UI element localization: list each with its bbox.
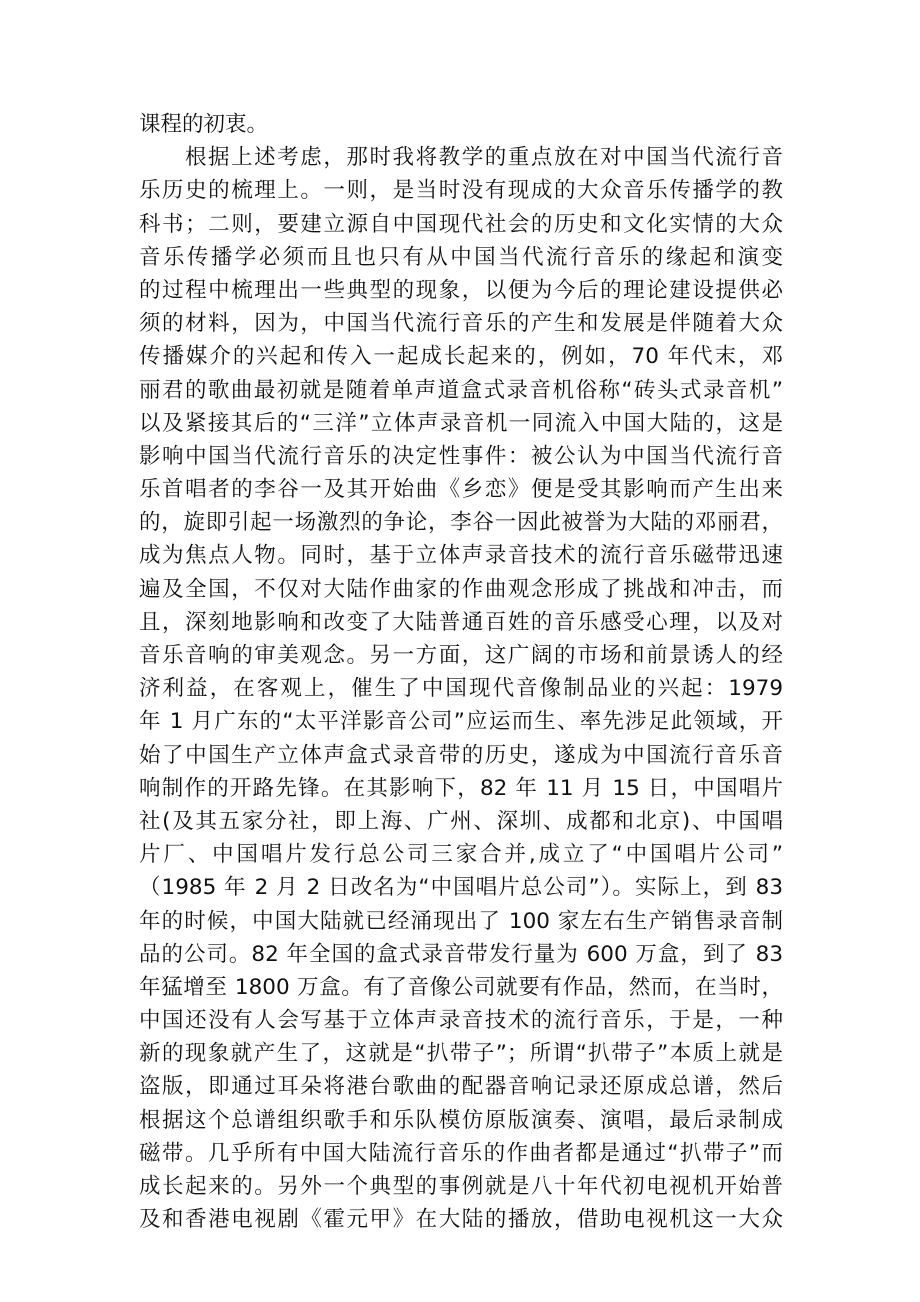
text-line: 济利益，在客观上，催生了中国现代音像制品业的兴起：1979 <box>139 676 783 702</box>
text-line: 成长起来的。另外一个典型的事例就是八十年代初电视机开始普 <box>139 1174 783 1199</box>
text-line: 乐历史的梳理上。一则，是当时没有现成的大众音乐传播学的教 <box>139 178 783 204</box>
text-line: 须的材料，因为，中国当代流行音乐的产生和发展是伴随着大众 <box>139 311 783 337</box>
text-line: 新的现象就产生了，这就是“扒带子”；所谓“扒带子”本质上就是 <box>139 1041 783 1067</box>
text-line: 传播媒介的兴起和传入一起成长起来的，例如，70 年代末，邓 <box>139 344 783 370</box>
text-line: 丽君的歌曲最初就是随着单声道盒式录音机俗称“砖头式录音机” <box>139 377 783 403</box>
paragraph-first-line: 根据上述考虑，那时我将教学的重点放在对中国当代流行音 <box>185 145 783 171</box>
text-line: 成为焦点人物。同时，基于立体声录音技术的流行音乐磁带迅速 <box>139 543 783 569</box>
text-line: 始了中国生产立体声盒式录音带的历史，遂成为中国流行音乐音 <box>139 742 783 768</box>
text-line: 影响中国当代流行音乐的决定性事件：被公认为中国当代流行音 <box>139 443 783 469</box>
text-line: 年的时候，中国大陆就已经涌现出了 100 家左右生产销售录音制 <box>139 908 783 934</box>
text-line: 盗版，即通过耳朵将港台歌曲的配器音响记录还原成总谱，然后 <box>139 1074 783 1100</box>
text-line: （1985 年 2 月 2 日改名为“中国唱片总公司”）。实际上，到 83 <box>139 875 783 901</box>
text-line: 以及紧接其后的“三洋”立体声录音机一同流入中国大陆的，这是 <box>139 410 783 436</box>
text-line: 及和香港电视剧《霍元甲》在大陆的播放，借助电视机这一大众 <box>139 1207 783 1233</box>
text-line: 的过程中梳理出一些典型的现象，以便为今后的理论建设提供必 <box>139 277 783 303</box>
text-line: 品的公司。82 年全国的盒式录音带发行量为 600 万盒，到了 83 <box>139 941 783 967</box>
text-line: 音乐传播学必须而且也只有从中国当代流行音乐的缘起和演变 <box>139 244 783 270</box>
text-line: 遍及全国，不仅对大陆作曲家的作曲观念形成了挑战和冲击，而 <box>139 576 783 602</box>
text-line: 年猛增至 1800 万盒。有了音像公司就要有作品，然而，在当时， <box>139 974 783 1000</box>
text-line: 社(及其五家分社，即上海、广州、深圳、成都和北京)、中国唱 <box>139 808 783 834</box>
text-line: 片厂、中国唱片发行总公司三家合并,成立了“中国唱片公司” <box>139 842 783 868</box>
text-line: 根据这个总谱组织歌手和乐队模仿原版演奏、演唱，最后录制成 <box>139 1107 783 1133</box>
text-line: 音乐音响的审美观念。另一方面，这广阔的市场和前景诱人的经 <box>139 643 783 668</box>
text-line: 的，旋即引起一场激烈的争论，李谷一因此被誉为大陆的邓丽君， <box>139 510 783 536</box>
text-line: 响制作的开路先锋。在其影响下，82 年 11 月 15 日，中国唱片 <box>139 775 783 801</box>
text-line: 课程的初衷。 <box>139 112 269 137</box>
text-line: 中国还没有人会写基于立体声录音技术的流行音乐，于是，一种 <box>139 1008 783 1034</box>
body-text <box>139 108 783 1236</box>
text-line: 且，深刻地影响和改变了大陆普通百姓的音乐感受心理，以及对 <box>139 609 783 635</box>
text-line: 年 1 月广东的“太平洋影音公司”应运而生、率先涉足此领域，开 <box>139 709 783 735</box>
text-line: 磁带。几乎所有中国大陆流行音乐的作曲者都是通过“扒带子”而 <box>139 1140 783 1166</box>
text-line: 科书；二则，要建立源自中国现代社会的历史和文化实情的大众 <box>139 211 783 237</box>
text-line: 乐首唱者的李谷一及其开始曲《乡恋》便是受其影响而产生出来 <box>139 477 783 503</box>
